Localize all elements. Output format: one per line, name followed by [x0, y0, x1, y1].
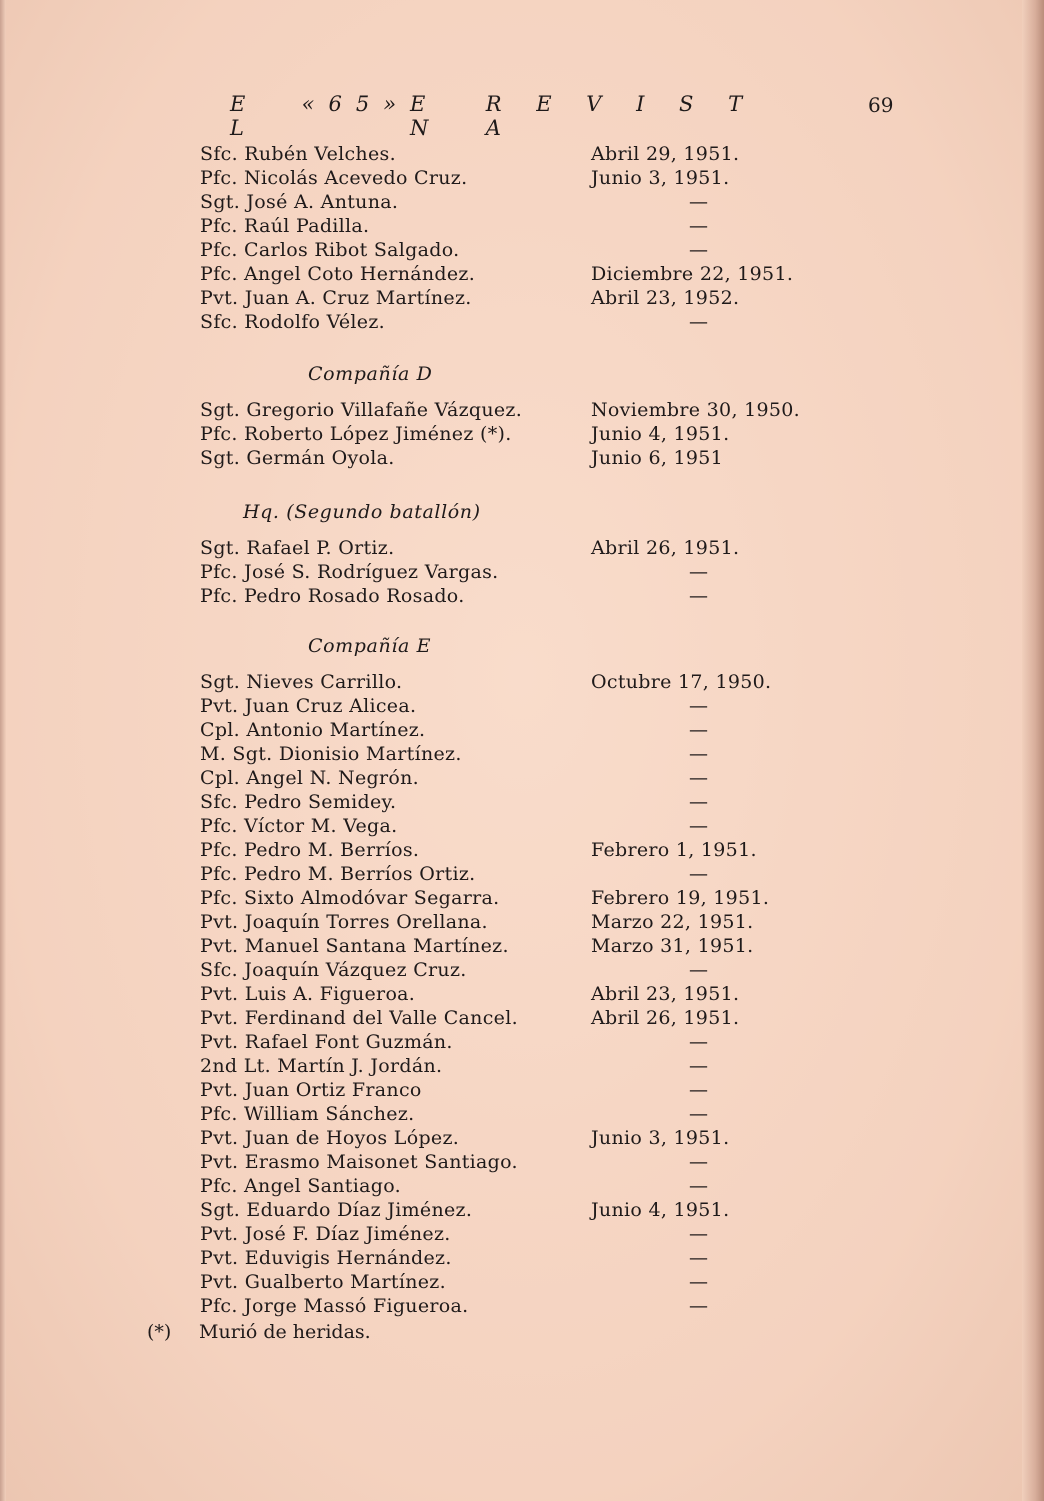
- casualty-date: —: [689, 561, 709, 583]
- casualty-date: —: [689, 1055, 709, 1077]
- casualty-date: Octubre 17, 1950.: [591, 671, 772, 693]
- casualty-date: Febrero 19, 1951.: [591, 887, 770, 909]
- person-name: Sfc. Joaquín Vázquez Cruz.: [200, 959, 467, 981]
- person-name: 2nd Lt. Martín J. Jordán.: [200, 1055, 443, 1077]
- casualty-date: —: [689, 191, 709, 213]
- person-name: Sgt. Rafael P. Ortiz.: [200, 537, 395, 559]
- footnote-mark: (*): [147, 1321, 172, 1343]
- list-item: [200, 536, 860, 560]
- list-item: [200, 1222, 860, 1246]
- person-name: Sgt. Eduardo Díaz Jiménez.: [200, 1199, 473, 1221]
- person-name: Pfc. José S. Rodríguez Vargas.: [200, 561, 499, 583]
- casualty-date: Marzo 22, 1951.: [591, 911, 754, 933]
- person-name: Pvt. Erasmo Maisonet Santiago.: [200, 1151, 518, 1173]
- person-name: Sfc. Rodolfo Vélez.: [200, 311, 385, 333]
- person-name: Pvt. José F. Díaz Jiménez.: [200, 1223, 451, 1245]
- casualty-date: Junio 3, 1951.: [591, 1127, 730, 1149]
- section-title-company-e: Compañía E: [308, 635, 432, 657]
- footnote: [147, 1320, 371, 1344]
- list-item: [200, 670, 860, 694]
- casualty-date: —: [689, 1223, 709, 1245]
- footnote-text: Murió de heridas.: [199, 1321, 371, 1343]
- list-item: [200, 1294, 860, 1318]
- casualty-list: [200, 142, 860, 1318]
- person-name: Pvt. Luis A. Figueroa.: [200, 983, 416, 1005]
- list-item: [200, 1078, 860, 1102]
- casualty-date: —: [689, 1175, 709, 1197]
- page-right-edge: [1022, 0, 1044, 1501]
- person-name: Pvt. Ferdinand del Valle Cancel.: [200, 1007, 518, 1029]
- casualty-date: —: [689, 311, 709, 333]
- list-item: [200, 814, 860, 838]
- list-item: [200, 1102, 860, 1126]
- casualty-date: —: [689, 791, 709, 813]
- running-title-part: «65»: [301, 92, 411, 116]
- casualty-date: Abril 29, 1951.: [591, 143, 740, 165]
- casualty-date: Junio 6, 1951: [591, 447, 724, 469]
- list-item: [200, 694, 860, 718]
- list-item: [200, 238, 860, 262]
- person-name: Pfc. Roberto López Jiménez (*).: [200, 423, 512, 445]
- list-item: [200, 1030, 860, 1054]
- group-company-e: [200, 670, 860, 1318]
- list-item: [200, 446, 860, 470]
- casualty-date: —: [689, 815, 709, 837]
- casualty-date: Noviembre 30, 1950.: [591, 399, 801, 421]
- list-item: [200, 190, 860, 214]
- list-item: [200, 862, 860, 886]
- casualty-date: —: [689, 719, 709, 741]
- person-name: Sgt. Nieves Carrillo.: [200, 671, 403, 693]
- casualty-date: —: [689, 767, 709, 789]
- person-name: Sfc. Rubén Velches.: [200, 143, 396, 165]
- list-item: [200, 142, 860, 166]
- casualty-date: —: [689, 695, 709, 717]
- casualty-date: —: [689, 863, 709, 885]
- casualty-date: —: [689, 1151, 709, 1173]
- casualty-date: Abril 23, 1951.: [591, 983, 740, 1005]
- list-item: [200, 1126, 860, 1150]
- section-title-company-d: Compañía D: [308, 363, 433, 385]
- group-untitled: [200, 142, 860, 334]
- list-item: [200, 214, 860, 238]
- casualty-date: —: [689, 239, 709, 261]
- casualty-date: —: [689, 1103, 709, 1125]
- list-item: [200, 982, 860, 1006]
- list-item: [200, 790, 860, 814]
- list-item: [200, 1174, 860, 1198]
- list-item: [200, 166, 860, 190]
- list-item: [200, 934, 860, 958]
- person-name: Pfc. Pedro M. Berríos.: [200, 839, 420, 861]
- person-name: Pfc. Raúl Padilla.: [200, 215, 370, 237]
- casualty-date: Junio 4, 1951.: [591, 1199, 730, 1221]
- person-name: M. Sgt. Dionisio Martínez.: [200, 743, 462, 765]
- casualty-date: Diciembre 22, 1951.: [591, 263, 794, 285]
- running-title-part: E L: [230, 92, 260, 140]
- person-name: Pvt. Juan Ortiz Franco: [200, 1079, 422, 1101]
- person-name: Pfc. Angel Santiago.: [200, 1175, 401, 1197]
- casualty-date: Abril 26, 1951.: [591, 1007, 740, 1029]
- person-name: Pvt. Juan A. Cruz Martínez.: [200, 287, 472, 309]
- person-name: Pfc. Angel Coto Hernández.: [200, 263, 476, 285]
- page-left-edge: [0, 0, 6, 1501]
- list-item: [200, 1246, 860, 1270]
- list-item: [200, 560, 860, 584]
- person-name: Pvt. Joaquín Torres Orellana.: [200, 911, 488, 933]
- person-name: Sgt. Germán Oyola.: [200, 447, 395, 469]
- list-item: [200, 310, 860, 334]
- casualty-date: Abril 23, 1952.: [591, 287, 740, 309]
- person-name: Pfc. Nicolás Acevedo Cruz.: [200, 167, 468, 189]
- casualty-date: —: [689, 215, 709, 237]
- person-name: Cpl. Angel N. Negrón.: [200, 767, 419, 789]
- list-item: [200, 422, 860, 446]
- page-number: 69: [868, 93, 894, 117]
- person-name: Pvt. Eduvigis Hernández.: [200, 1247, 452, 1269]
- casualty-date: —: [689, 743, 709, 765]
- list-item: [200, 1006, 860, 1030]
- section-title-hq: Hq. (Segundo batallón): [243, 501, 481, 523]
- list-item: [200, 910, 860, 934]
- group-hq: [200, 536, 860, 608]
- person-name: Pvt. Manuel Santana Martínez.: [200, 935, 509, 957]
- casualty-date: Junio 4, 1951.: [591, 423, 730, 445]
- person-name: Sgt. Gregorio Villafañe Vázquez.: [200, 399, 523, 421]
- casualty-date: —: [689, 585, 709, 607]
- list-item: [200, 584, 860, 608]
- list-item: [200, 718, 860, 742]
- person-name: Sfc. Pedro Semidey.: [200, 791, 397, 813]
- casualty-date: —: [689, 1031, 709, 1053]
- casualty-date: —: [689, 959, 709, 981]
- casualty-date: Abril 26, 1951.: [591, 537, 740, 559]
- person-name: Pfc. Jorge Massó Figueroa.: [200, 1295, 469, 1317]
- casualty-date: —: [689, 1295, 709, 1317]
- person-name: Pfc. Víctor M. Vega.: [200, 815, 398, 837]
- list-item: [200, 286, 860, 310]
- running-title: [230, 92, 780, 140]
- person-name: Sgt. José A. Antuna.: [200, 191, 399, 213]
- person-name: Pvt. Juan de Hoyos López.: [200, 1127, 460, 1149]
- group-company-d: [200, 398, 860, 470]
- list-item: [200, 766, 860, 790]
- casualty-date: Junio 3, 1951.: [591, 167, 730, 189]
- running-title-part: R E V I S T A: [485, 92, 757, 140]
- person-name: Pvt. Juan Cruz Alicea.: [200, 695, 417, 717]
- casualty-date: —: [689, 1079, 709, 1101]
- person-name: Pfc. Sixto Almodóvar Segarra.: [200, 887, 500, 909]
- list-item: [200, 1054, 860, 1078]
- person-name: Pfc. William Sánchez.: [200, 1103, 415, 1125]
- person-name: Pfc. Carlos Ribot Salgado.: [200, 239, 460, 261]
- person-name: Pfc. Pedro M. Berríos Ortiz.: [200, 863, 476, 885]
- list-item: [200, 742, 860, 766]
- person-name: Pvt. Rafael Font Guzmán.: [200, 1031, 453, 1053]
- casualty-date: —: [689, 1271, 709, 1293]
- list-item: [200, 958, 860, 982]
- list-item: [200, 262, 860, 286]
- casualty-date: Febrero 1, 1951.: [591, 839, 757, 861]
- running-title-part: E N: [410, 92, 443, 140]
- list-item: [200, 886, 860, 910]
- list-item: [200, 1150, 860, 1174]
- list-item: [200, 1270, 860, 1294]
- casualty-date: —: [689, 1247, 709, 1269]
- person-name: Cpl. Antonio Martínez.: [200, 719, 426, 741]
- list-item: [200, 398, 860, 422]
- list-item: [200, 1198, 860, 1222]
- casualty-date: Marzo 31, 1951.: [591, 935, 754, 957]
- person-name: Pfc. Pedro Rosado Rosado.: [200, 585, 465, 607]
- person-name: Pvt. Gualberto Martínez.: [200, 1271, 446, 1293]
- list-item: [200, 838, 860, 862]
